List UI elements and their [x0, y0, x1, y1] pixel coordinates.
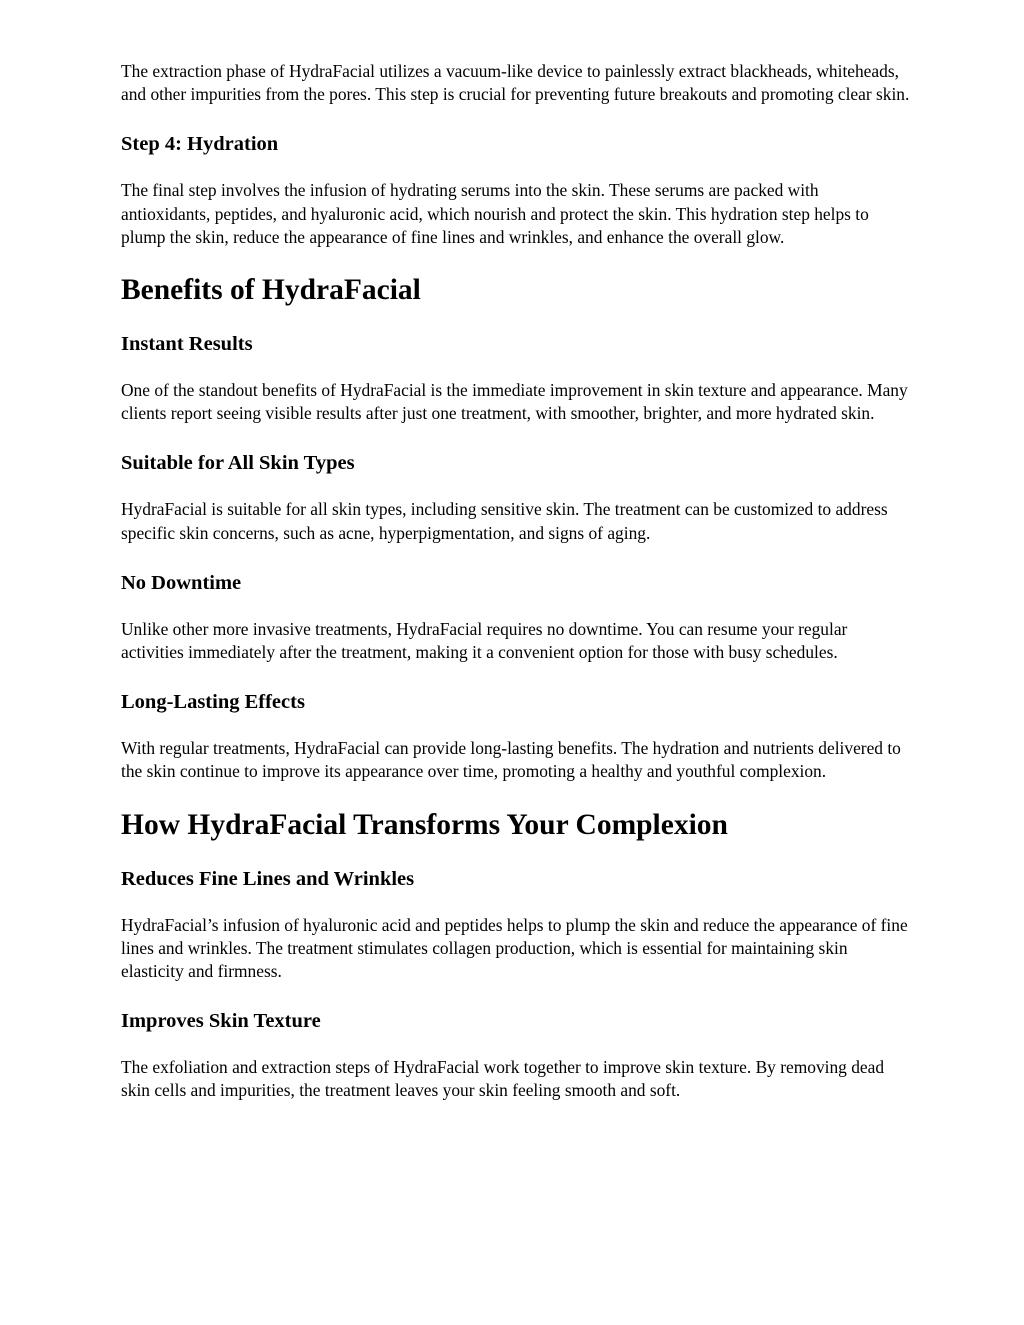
step4-paragraph: The final step involves the infusion of hydrating serums into the skin. These serums are packed with antioxidants, peptides, and hyaluronic acid, which nourish and protect the skin. This hydration step helps to plump the skin, reduce the appearance of fine lines and wrinkles, and enhance the overall glow. — [121, 180, 869, 247]
step4-heading: Step 4: Hydration — [121, 133, 279, 156]
skin-types-heading: Suitable for All Skin Types — [121, 452, 355, 475]
fine-lines-paragraph: HydraFacial’s infusion of hyaluronic acid and peptides helps to plump the skin and reduce the appearance of fine lines and wrinkles. The treatment stimulates collagen production, which is essential for maintaining skin elasticity and firmness. — [121, 914, 908, 982]
intro-paragraph: The extraction phase of HydraFacial utilizes a vacuum-like device to painlessly extract blackheads, whiteheads, and other impurities from the pores. This step is crucial for preventing future breakouts and promoting clear skin. — [121, 61, 910, 105]
long-lasting-heading: Long-Lasting Effects — [121, 691, 305, 714]
skin-types-paragraph: HydraFacial is suitable for all skin types, including sensitive skin. The treatment can be customized to address specific skin concerns, such as acne, hyperpigmentation, and signs of aging. — [121, 499, 888, 543]
instant-results-paragraph: One of the standout benefits of HydraFacial is the immediate improvement in skin texture and appearance. Many clients report seeing visible results after just one treatment, with smoother, brighter, and more hydrated skin. — [121, 380, 908, 424]
long-lasting-paragraph: With regular treatments, HydraFacial can provide long-lasting benefits. The hydration and nutrients delivered to the skin continue to improve its appearance over time, promoting a healthy and youthful complexion. — [121, 738, 901, 782]
document-page — [121, 60, 911, 1103]
benefits-heading: Benefits of HydraFacial — [121, 274, 421, 307]
transforms-heading: How HydraFacial Transforms Your Complexion — [121, 808, 728, 841]
skin-texture-heading: Improves Skin Texture — [121, 1010, 321, 1033]
no-downtime-paragraph: Unlike other more invasive treatments, HydraFacial requires no downtime. You can resume your regular activities immediately after the treatment, making it a convenient option for those with busy schedules. — [121, 618, 848, 663]
no-downtime-heading: No Downtime — [121, 571, 242, 594]
fine-lines-heading: Reduces Fine Lines and Wrinkles — [121, 867, 415, 890]
skin-texture-paragraph: The exfoliation and extraction steps of HydraFacial work together to improve skin texture. By removing dead skin cells and impurities, the treatment leaves your skin feeling smooth and soft. — [121, 1057, 885, 1101]
instant-results-heading: Instant Results — [121, 333, 253, 356]
